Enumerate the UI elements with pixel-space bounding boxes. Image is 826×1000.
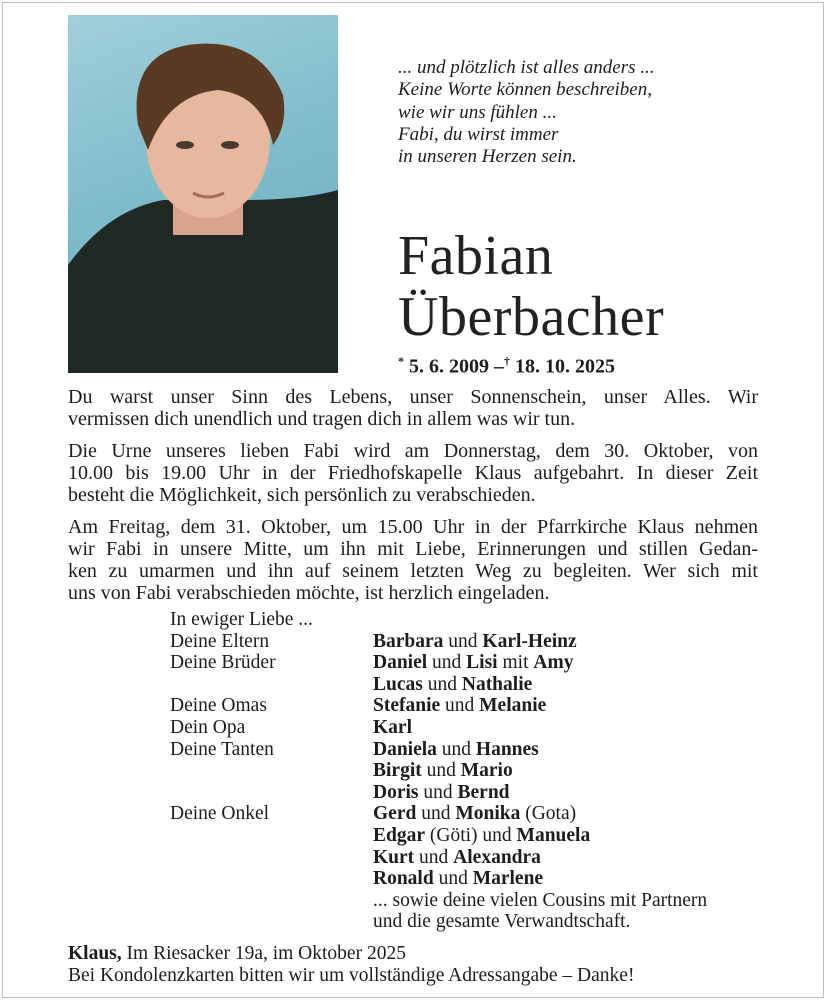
relative-names [373, 695, 546, 717]
memorial-quote [398, 57, 655, 168]
birth-date: 5. 6. 2009 [409, 355, 489, 378]
relation-label [170, 911, 373, 933]
relative-names [373, 739, 539, 761]
relative-name: Bernd [457, 781, 510, 803]
relative-names [373, 803, 576, 825]
name-connector: und die gesamte Verwandtschaft. [373, 911, 631, 933]
body-paragraph [68, 516, 758, 604]
relative-names [373, 847, 541, 869]
relative-name: Kurt [373, 846, 415, 868]
family-row [170, 631, 707, 653]
relative-name: Stefanie [373, 695, 441, 717]
relation-label: Deine Omas [170, 695, 267, 717]
paragraph-line: Am Freitag, dem 31. Oktober, um 15.00 Uhr in der Pfarrkirche Klaus nehmen [68, 516, 758, 538]
paragraph-line: wir Fabi in unsere Mitte, um ihn mit Liebe, Erinnerungen und stillen Gedan- [68, 538, 758, 560]
family-row [170, 868, 707, 890]
name-connector: und [436, 738, 476, 760]
name-connector: und [414, 846, 454, 868]
paragraph-line: Die Urne unseres lieben Fabi wird am Donnerstag, dem 30. Oktober, von [68, 440, 758, 462]
name-connector: und [427, 652, 467, 674]
relative-name: Edgar [373, 824, 426, 846]
death-date: 18. 10. 2025 [515, 355, 615, 378]
paragraph-line: 10.00 bis 19.00 Uhr in der Friedhofskapelle Klaus aufgebahrt. In dieser Zeit [68, 462, 758, 484]
family-row [170, 782, 707, 804]
notice-body [68, 386, 758, 614]
relative-names [373, 890, 707, 912]
family-row [170, 847, 707, 869]
family-row [170, 652, 707, 674]
relative-name: Manuela [516, 824, 591, 846]
footer-note: Bei Kondolenzkarten bitten wir um vollständige Adressangabe – Danke! [68, 965, 635, 986]
family-row [170, 825, 707, 847]
relation-label [170, 890, 373, 912]
family-row [170, 911, 707, 933]
relative-names [373, 868, 543, 890]
family-row [170, 803, 707, 825]
life-dates [398, 354, 615, 379]
relation-label: Deine Onkel [170, 803, 270, 825]
death-symbol: † [504, 354, 510, 368]
first-name: Fabian [398, 225, 554, 287]
family-intro: In ewiger Liebe ... [170, 609, 313, 630]
quote-line: Fabi, du wirst immer [398, 123, 559, 145]
relation-label [170, 868, 373, 890]
quote-line: Keine Worte können beschreiben, [398, 79, 652, 101]
portrait-illustration [68, 15, 338, 373]
relative-name: Karl [373, 716, 412, 738]
relation-label: Deine Eltern [170, 630, 270, 652]
relative-names [373, 825, 590, 847]
relative-name: Amy [533, 652, 574, 674]
relative-names [373, 782, 510, 804]
name-connector: und [421, 760, 461, 782]
relative-name: Hannes [475, 738, 539, 760]
relation-label [170, 825, 373, 847]
name-connector: und [418, 781, 458, 803]
paragraph-line: vermissen dich unendlich und tragen dich in allem was wir tun. [68, 408, 576, 430]
relative-names [373, 760, 513, 782]
relative-name: Monika [455, 803, 521, 825]
relative-name: Gerd [373, 803, 417, 825]
relation-label: Deine Tanten [170, 738, 274, 760]
family-row [170, 674, 707, 696]
relation-label: Deine Brüder [170, 652, 276, 674]
family-row [170, 739, 707, 761]
body-paragraph [68, 440, 758, 506]
footer [68, 943, 634, 987]
name-connector: (Gota) [520, 803, 577, 825]
relative-name: Mario [460, 760, 513, 782]
relative-names [373, 911, 630, 933]
relation-label: Dein Opa [170, 716, 246, 738]
relative-names [373, 674, 532, 696]
relative-name: Lucas [373, 673, 423, 695]
last-name: Überbacher [398, 286, 665, 348]
name-connector: und [416, 803, 456, 825]
relative-names [373, 631, 577, 653]
relative-name: Marlene [472, 868, 544, 890]
name-connector: mit [497, 652, 534, 674]
relative-names [373, 652, 573, 674]
relative-name: Barbara [373, 630, 444, 652]
footer-address: Im Riesacker 19a, im Oktober 2025 [121, 943, 406, 964]
footer-place: Klaus, [68, 943, 122, 964]
date-separator: – [494, 355, 504, 378]
body-paragraph [68, 386, 758, 430]
relative-name: Lisi [466, 652, 498, 674]
name-connector: und [443, 630, 483, 652]
paragraph-line: ken zu umarmen und ihn auf seinem letzten Weg zu begleiten. Wer sich mit [68, 560, 758, 582]
name-connector: ... sowie deine vielen Cousins mit Partnern [373, 889, 708, 911]
name-connector: und [440, 695, 480, 717]
relative-name: Ronald [373, 868, 434, 890]
relative-names [373, 717, 412, 739]
name-connector: und [433, 868, 473, 890]
family-list [170, 609, 707, 933]
quote-line: wie wir uns fühlen ... [398, 101, 557, 123]
portrait-photo [68, 15, 338, 373]
family-row [170, 717, 707, 739]
relation-label [170, 760, 373, 782]
relative-name: Melanie [479, 695, 547, 717]
relation-label [170, 782, 373, 804]
relation-label [170, 847, 373, 869]
relative-name: Nathalie [461, 673, 533, 695]
family-row [170, 695, 707, 717]
name-connector: und [422, 673, 462, 695]
name-connector: (Göti) und [425, 824, 517, 846]
family-row [170, 760, 707, 782]
birth-symbol: * [398, 354, 404, 368]
relative-name: Daniel [373, 652, 428, 674]
relation-label [170, 674, 373, 696]
relative-name: Daniela [373, 738, 437, 760]
relative-name: Doris [373, 781, 419, 803]
paragraph-line: Du warst unser Sinn des Lebens, unser Sonnenschein, unser Alles. Wir [68, 386, 758, 408]
paragraph-line: uns von Fabi verabschieden möchte, ist herzlich eingeladen. [68, 582, 550, 604]
relative-name: Alexandra [453, 846, 541, 868]
quote-line: ... und plötzlich ist alles anders ... [398, 57, 655, 78]
family-row [170, 890, 707, 912]
deceased-name [398, 226, 664, 348]
relative-name: Birgit [373, 760, 422, 782]
relative-name: Karl-Heinz [482, 630, 577, 652]
paragraph-line: besteht die Möglichkeit, sich persönlich zu verabschieden. [68, 484, 536, 506]
quote-line: in unseren Herzen sein. [398, 146, 577, 168]
